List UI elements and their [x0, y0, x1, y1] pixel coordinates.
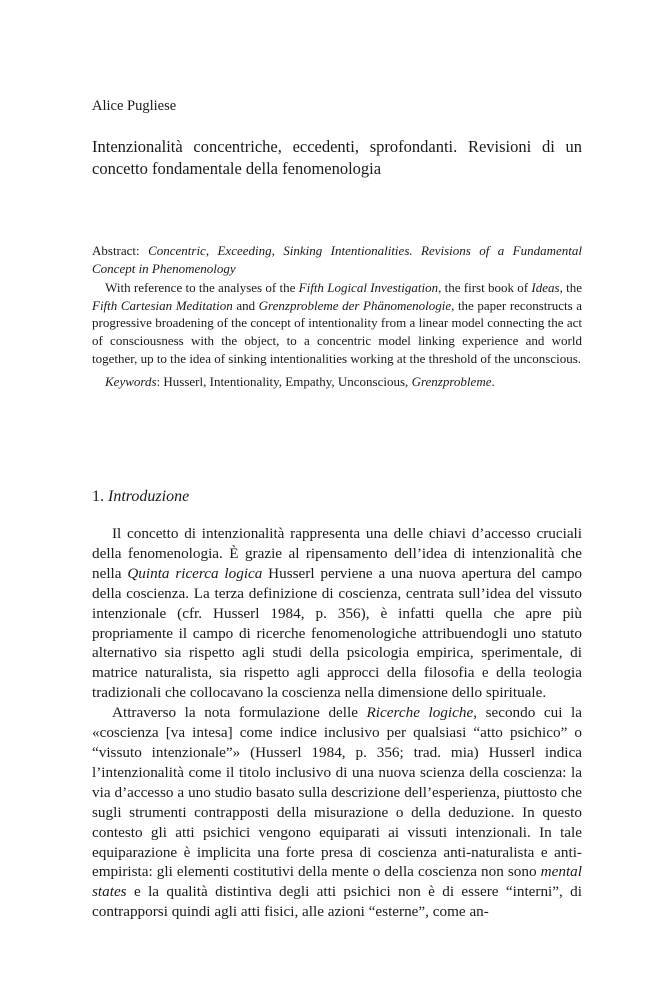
abstract-work-4: Grenzprobleme der Phänomenologie [258, 297, 452, 313]
keywords: Keywords: Husserl, Intentionality, Empathy, Unconscious, Grenzprobleme. [105, 374, 495, 390]
body-text [92, 524, 582, 922]
section-heading: 1. Introduzione [92, 488, 190, 505]
abstract-work-1: Fifth Logical Investigation [298, 280, 439, 296]
paragraph-2: Attraverso la nota formulazione delle Ricerche logiche, secondo cui la «coscienza [va intesa] come indice inclusivo per qualsiasi “atto psichico” o “vissuto intenzionale”» (Husserl 1984, p. 356; trad. mia) Husserl indica l’intenzionalità come il titolo inclusivo di una nuova scienza della coscienza: la via d’accesso a uno studio basato sulla descrizione dell’esperienza, piuttosto che sugli strumenti contrapposti della misurazione o della deduzione. In questo contesto gli atti psichici vengono equiparati ai vissuti intenzionali. In tale equiparazione è implicita una forte presa di coscienza anti-naturalista e anti-empirista: gli elementi costitutivi della mente o della coscienza non sono mental states e la qualità distintiva degli atti psichici non è di essere “interni”, di contrapporsi quindi agli atti fisici, alle azioni “esterne”, come an- [92, 704, 582, 921]
abstract-heading [92, 242, 582, 277]
keywords-label: Keywords [105, 374, 157, 390]
author-name: Alice Pugliese [92, 98, 177, 114]
abstract-block [92, 242, 582, 391]
abstract-work-3: Fifth Cartesian Meditation [92, 297, 233, 313]
paragraph-1: Il concetto di intenzionalità rappresenta una delle chiavi d’accesso cruciali della fenomenologia. È grazie al ripensamento dell’idea di intenzionalità che nella Quinta ricerca logica Husserl perviene a una nuova apertura del campo della coscienza. La terza definizione di coscienza, centrata sull’idea del vissuto intenzionale (cfr. Husserl 1984, p. 356), è infatti quella che apre più propriamente il campo di ricerche fenomenologiche attribuendogli uno statuto alternativo sia rispetto agli studi della psicologia empirica, sperimentale, di matrice naturalista, sia rispetto agli approcci della filosofia e della teologia tradizionali che collocavano la coscienza nella dimensione dello spirituale. [92, 525, 583, 702]
abstract-english-title: Concentric, Exceeding, Sinking Intentionalities. Revisions of a Fundamental Concept in Phenomenology [92, 243, 583, 276]
abstract-work-2: Ideas [531, 280, 560, 296]
paper-title: Intenzionalità concentriche, eccedenti, sprofondanti. Revisioni di un concetto fondamentale della fenomenologia [92, 137, 582, 178]
abstract-label: Abstract: [92, 243, 149, 258]
abstract-text: With reference to the analyses of the Fifth Logical Investigation, the first book of Ideas, the Fifth Cartesian Meditation and Grenzprobleme der Phänomenologie, the paper reconstructs a progressive broadening of the concept of intentionality from a linear model connecting the act of consciousness with the object, to a concentric model linking experience and world together, up to the idea of sinking intentionalities working at the threshold of the unconscious. [92, 280, 582, 366]
